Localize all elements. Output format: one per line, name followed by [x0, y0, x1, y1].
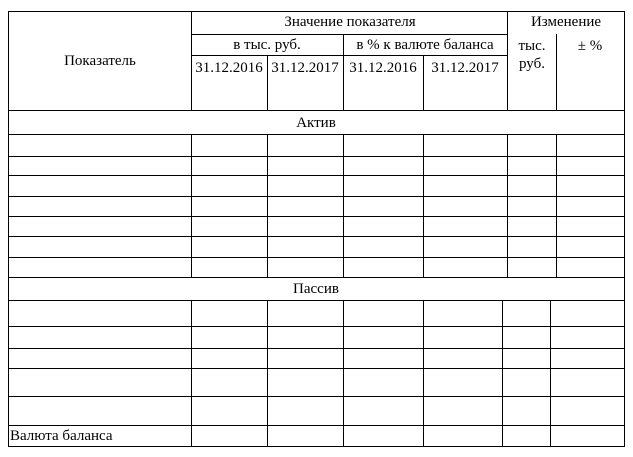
table-row-line	[8, 156, 625, 157]
table-border-bottom	[8, 446, 625, 447]
header-date-2017-thousand: 31.12.2017	[271, 60, 339, 76]
header-change-plus-minus-percent: ± %	[577, 38, 603, 54]
table-row-line	[8, 348, 625, 349]
total-row-label: Валюта баланса	[10, 428, 113, 444]
header-value-group: Значение показателя	[284, 14, 416, 30]
table-border-left	[8, 11, 9, 447]
column-line	[423, 55, 424, 111]
table-row-line	[8, 196, 625, 197]
column-line	[507, 11, 508, 111]
header-percent-of-balance: в % к валюте баланса	[356, 37, 494, 53]
section-liabilities: Пассив	[293, 281, 339, 297]
table-row-line	[8, 236, 625, 237]
header-thousand-rub: в тыс. руб.	[233, 37, 301, 53]
header-bottom-line	[8, 110, 625, 111]
section-assets: Актив	[296, 115, 336, 131]
table-row-line	[8, 175, 625, 176]
column-line	[343, 34, 344, 111]
header-change-thousand-rub-line2: руб.	[519, 56, 545, 72]
header-date-2017-percent: 31.12.2017	[431, 60, 499, 76]
table-row-line	[8, 425, 625, 426]
header-date-2016-thousand: 31.12.2016	[195, 60, 263, 76]
column-line	[191, 134, 192, 278]
header-change-thousand-rub-line1: тыс.	[518, 38, 546, 54]
header-change-group: Изменение	[530, 14, 602, 30]
column-line	[550, 300, 551, 447]
header-date-line	[191, 55, 507, 56]
column-line	[191, 300, 192, 447]
column-line	[191, 11, 192, 111]
table-row-line	[8, 368, 625, 369]
table-row-line	[8, 257, 625, 258]
liabilities-section-bottom-line	[8, 300, 625, 301]
assets-section-bottom-line	[8, 134, 625, 135]
column-line	[267, 55, 268, 111]
table-row-line	[8, 326, 625, 327]
header-date-2016-percent: 31.12.2016	[349, 60, 417, 76]
column-line	[423, 134, 424, 278]
column-line	[556, 34, 557, 111]
column-line	[507, 134, 508, 278]
table-border-right	[624, 11, 625, 447]
table-border-top	[8, 11, 625, 12]
column-line	[267, 300, 268, 447]
column-line	[502, 300, 503, 447]
column-line	[556, 134, 557, 278]
column-line	[343, 134, 344, 278]
column-line	[423, 300, 424, 447]
column-line	[343, 300, 344, 447]
column-line	[267, 134, 268, 278]
header-indicator: Показатель	[64, 53, 136, 69]
liabilities-section-top-line	[8, 277, 625, 278]
table-row-line	[8, 396, 625, 397]
table-row-line	[8, 216, 625, 217]
header-subgroup-line	[191, 34, 507, 35]
